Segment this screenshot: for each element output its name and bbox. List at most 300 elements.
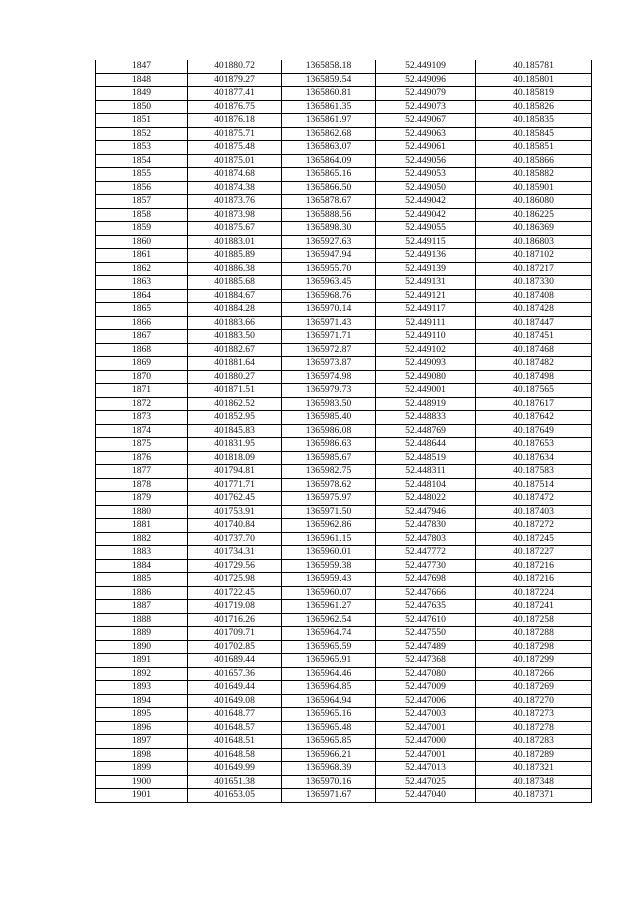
longitude-cell: 52.448104	[376, 478, 476, 492]
latitude-cell: 40.187321	[476, 762, 592, 776]
easting-cell: 401649.99	[188, 762, 282, 776]
northing-cell: 1365965.48	[282, 721, 376, 735]
table-row	[96, 357, 592, 371]
longitude-cell: 52.447006	[376, 694, 476, 708]
easting-cell: 401875.01	[188, 154, 282, 168]
northing-cell: 1365965.59	[282, 640, 376, 654]
northing-cell: 1365964.46	[282, 667, 376, 681]
point-number-cell: 1893	[96, 681, 188, 695]
longitude-cell: 52.447040	[376, 789, 476, 803]
table-row	[96, 289, 592, 303]
northing-cell: 1365971.43	[282, 316, 376, 330]
easting-cell: 401734.31	[188, 546, 282, 560]
longitude-cell: 52.447001	[376, 721, 476, 735]
latitude-cell: 40.187348	[476, 775, 592, 789]
northing-cell: 1365963.45	[282, 276, 376, 290]
northing-cell: 1365960.01	[282, 546, 376, 560]
longitude-cell: 52.449001	[376, 384, 476, 398]
table-row	[96, 681, 592, 695]
point-number-cell: 1858	[96, 208, 188, 222]
table-row	[96, 559, 592, 573]
easting-cell: 401653.05	[188, 789, 282, 803]
point-number-cell: 1872	[96, 397, 188, 411]
northing-cell: 1365861.97	[282, 114, 376, 128]
table-row	[96, 397, 592, 411]
easting-cell: 401831.95	[188, 438, 282, 452]
northing-cell: 1365974.98	[282, 370, 376, 384]
point-number-cell: 1864	[96, 289, 188, 303]
easting-cell: 401880.27	[188, 370, 282, 384]
coordinate-table-body	[96, 60, 592, 802]
northing-cell: 1365985.67	[282, 451, 376, 465]
latitude-cell: 40.187447	[476, 316, 592, 330]
latitude-cell: 40.187272	[476, 519, 592, 533]
northing-cell: 1365965.16	[282, 708, 376, 722]
northing-cell: 1365961.15	[282, 532, 376, 546]
point-number-cell: 1891	[96, 654, 188, 668]
point-number-cell: 1895	[96, 708, 188, 722]
easting-cell: 401885.89	[188, 249, 282, 263]
longitude-cell: 52.447946	[376, 505, 476, 519]
point-number-cell: 1886	[96, 586, 188, 600]
longitude-cell: 52.447666	[376, 586, 476, 600]
table-row	[96, 654, 592, 668]
table-row	[96, 343, 592, 357]
northing-cell: 1365927.63	[282, 235, 376, 249]
table-row	[96, 546, 592, 560]
northing-cell: 1365860.81	[282, 87, 376, 101]
easting-cell: 401876.18	[188, 114, 282, 128]
latitude-cell: 40.187649	[476, 424, 592, 438]
longitude-cell: 52.449063	[376, 127, 476, 141]
point-number-cell: 1862	[96, 262, 188, 276]
table-row	[96, 667, 592, 681]
coordinate-table	[95, 60, 592, 803]
table-row	[96, 465, 592, 479]
northing-cell: 1365960.07	[282, 586, 376, 600]
table-row	[96, 519, 592, 533]
point-number-cell: 1848	[96, 73, 188, 87]
longitude-cell: 52.447001	[376, 748, 476, 762]
table-row	[96, 708, 592, 722]
longitude-cell: 52.448519	[376, 451, 476, 465]
latitude-cell: 40.187330	[476, 276, 592, 290]
table-row	[96, 748, 592, 762]
easting-cell: 401649.44	[188, 681, 282, 695]
longitude-cell: 52.449073	[376, 100, 476, 114]
table-row	[96, 330, 592, 344]
point-number-cell: 1896	[96, 721, 188, 735]
longitude-cell: 52.447635	[376, 600, 476, 614]
latitude-cell: 40.187278	[476, 721, 592, 735]
table-row	[96, 532, 592, 546]
easting-cell: 401648.51	[188, 735, 282, 749]
easting-cell: 401651.38	[188, 775, 282, 789]
point-number-cell: 1888	[96, 613, 188, 627]
table-row	[96, 235, 592, 249]
table-row	[96, 424, 592, 438]
latitude-cell: 40.187428	[476, 303, 592, 317]
northing-cell: 1365866.50	[282, 181, 376, 195]
table-row	[96, 789, 592, 803]
northing-cell: 1365971.71	[282, 330, 376, 344]
longitude-cell: 52.449056	[376, 154, 476, 168]
point-number-cell: 1880	[96, 505, 188, 519]
easting-cell: 401875.48	[188, 141, 282, 155]
latitude-cell: 40.187273	[476, 708, 592, 722]
point-number-cell: 1868	[96, 343, 188, 357]
longitude-cell: 52.447368	[376, 654, 476, 668]
longitude-cell: 52.447698	[376, 573, 476, 587]
latitude-cell: 40.187472	[476, 492, 592, 506]
northing-cell: 1365962.86	[282, 519, 376, 533]
point-number-cell: 1854	[96, 154, 188, 168]
point-number-cell: 1865	[96, 303, 188, 317]
table-row	[96, 141, 592, 155]
longitude-cell: 52.449042	[376, 208, 476, 222]
table-row	[96, 87, 592, 101]
easting-cell: 401725.98	[188, 573, 282, 587]
point-number-cell: 1881	[96, 519, 188, 533]
table-row	[96, 370, 592, 384]
point-number-cell: 1856	[96, 181, 188, 195]
easting-cell: 401885.68	[188, 276, 282, 290]
point-number-cell: 1875	[96, 438, 188, 452]
point-number-cell: 1847	[96, 60, 188, 73]
latitude-cell: 40.187241	[476, 600, 592, 614]
longitude-cell: 52.449093	[376, 357, 476, 371]
table-row	[96, 276, 592, 290]
latitude-cell: 40.185845	[476, 127, 592, 141]
northing-cell: 1365888.56	[282, 208, 376, 222]
point-number-cell: 1874	[96, 424, 188, 438]
northing-cell: 1365858.18	[282, 60, 376, 73]
point-number-cell: 1863	[96, 276, 188, 290]
easting-cell: 401818.09	[188, 451, 282, 465]
latitude-cell: 40.187403	[476, 505, 592, 519]
table-row	[96, 181, 592, 195]
longitude-cell: 52.447080	[376, 667, 476, 681]
northing-cell: 1365985.40	[282, 411, 376, 425]
northing-cell: 1365975.97	[282, 492, 376, 506]
northing-cell: 1365863.07	[282, 141, 376, 155]
longitude-cell: 52.447013	[376, 762, 476, 776]
longitude-cell: 52.449109	[376, 60, 476, 73]
easting-cell: 401875.71	[188, 127, 282, 141]
latitude-cell: 40.187245	[476, 532, 592, 546]
table-row	[96, 762, 592, 776]
table-row	[96, 694, 592, 708]
longitude-cell: 52.447772	[376, 546, 476, 560]
northing-cell: 1365971.50	[282, 505, 376, 519]
longitude-cell: 52.449050	[376, 181, 476, 195]
easting-cell: 401876.75	[188, 100, 282, 114]
longitude-cell: 52.449055	[376, 222, 476, 236]
latitude-cell: 40.187653	[476, 438, 592, 452]
table-row	[96, 73, 592, 87]
northing-cell: 1365959.38	[282, 559, 376, 573]
point-number-cell: 1884	[96, 559, 188, 573]
table-row	[96, 154, 592, 168]
easting-cell: 401716.26	[188, 613, 282, 627]
point-number-cell: 1870	[96, 370, 188, 384]
latitude-cell: 40.187408	[476, 289, 592, 303]
northing-cell: 1365959.43	[282, 573, 376, 587]
northing-cell: 1365978.62	[282, 478, 376, 492]
point-number-cell: 1894	[96, 694, 188, 708]
longitude-cell: 52.448644	[376, 438, 476, 452]
easting-cell: 401873.76	[188, 195, 282, 209]
table-row	[96, 478, 592, 492]
easting-cell: 401882.67	[188, 343, 282, 357]
point-number-cell: 1878	[96, 478, 188, 492]
latitude-cell: 40.187258	[476, 613, 592, 627]
northing-cell: 1365979.73	[282, 384, 376, 398]
longitude-cell: 52.447803	[376, 532, 476, 546]
point-number-cell: 1889	[96, 627, 188, 641]
point-number-cell: 1859	[96, 222, 188, 236]
latitude-cell: 40.185801	[476, 73, 592, 87]
table-row	[96, 114, 592, 128]
table-row	[96, 411, 592, 425]
table-row	[96, 505, 592, 519]
northing-cell: 1365970.16	[282, 775, 376, 789]
northing-cell: 1365968.76	[282, 289, 376, 303]
point-number-cell: 1850	[96, 100, 188, 114]
latitude-cell: 40.187299	[476, 654, 592, 668]
latitude-cell: 40.185901	[476, 181, 592, 195]
table-row	[96, 316, 592, 330]
northing-cell: 1365878.67	[282, 195, 376, 209]
point-number-cell: 1853	[96, 141, 188, 155]
easting-cell: 401877.41	[188, 87, 282, 101]
latitude-cell: 40.187514	[476, 478, 592, 492]
easting-cell: 401873.98	[188, 208, 282, 222]
easting-cell: 401689.44	[188, 654, 282, 668]
point-number-cell: 1855	[96, 168, 188, 182]
point-number-cell: 1873	[96, 411, 188, 425]
longitude-cell: 52.449117	[376, 303, 476, 317]
table-row	[96, 100, 592, 114]
easting-cell: 401883.66	[188, 316, 282, 330]
northing-cell: 1365961.27	[282, 600, 376, 614]
longitude-cell: 52.447003	[376, 708, 476, 722]
point-number-cell: 1877	[96, 465, 188, 479]
northing-cell: 1365965.85	[282, 735, 376, 749]
longitude-cell: 52.447610	[376, 613, 476, 627]
latitude-cell: 40.187266	[476, 667, 592, 681]
longitude-cell: 52.449131	[376, 276, 476, 290]
longitude-cell: 52.449067	[376, 114, 476, 128]
northing-cell: 1365964.85	[282, 681, 376, 695]
latitude-cell: 40.187583	[476, 465, 592, 479]
longitude-cell: 52.449061	[376, 141, 476, 155]
latitude-cell: 40.187269	[476, 681, 592, 695]
point-number-cell: 1897	[96, 735, 188, 749]
table-row	[96, 222, 592, 236]
longitude-cell: 52.447550	[376, 627, 476, 641]
point-number-cell: 1851	[96, 114, 188, 128]
latitude-cell: 40.185819	[476, 87, 592, 101]
latitude-cell: 40.186225	[476, 208, 592, 222]
easting-cell: 401722.45	[188, 586, 282, 600]
point-number-cell: 1869	[96, 357, 188, 371]
easting-cell: 401740.84	[188, 519, 282, 533]
easting-cell: 401719.08	[188, 600, 282, 614]
point-number-cell: 1876	[96, 451, 188, 465]
latitude-cell: 40.187468	[476, 343, 592, 357]
northing-cell: 1365864.09	[282, 154, 376, 168]
northing-cell: 1365986.08	[282, 424, 376, 438]
easting-cell: 401881.64	[188, 357, 282, 371]
table-row	[96, 60, 592, 73]
point-number-cell: 1901	[96, 789, 188, 803]
northing-cell: 1365947.94	[282, 249, 376, 263]
point-number-cell: 1900	[96, 775, 188, 789]
northing-cell: 1365983.50	[282, 397, 376, 411]
table-row	[96, 168, 592, 182]
easting-cell: 401875.67	[188, 222, 282, 236]
easting-cell: 401845.83	[188, 424, 282, 438]
point-number-cell: 1861	[96, 249, 188, 263]
northing-cell: 1365865.16	[282, 168, 376, 182]
table-row	[96, 735, 592, 749]
table-row	[96, 492, 592, 506]
point-number-cell: 1885	[96, 573, 188, 587]
table-row	[96, 573, 592, 587]
table-row	[96, 600, 592, 614]
table-row	[96, 384, 592, 398]
latitude-cell: 40.187498	[476, 370, 592, 384]
latitude-cell: 40.187270	[476, 694, 592, 708]
northing-cell: 1365859.54	[282, 73, 376, 87]
longitude-cell: 52.449053	[376, 168, 476, 182]
longitude-cell: 52.447000	[376, 735, 476, 749]
latitude-cell: 40.187288	[476, 627, 592, 641]
easting-cell: 401657.36	[188, 667, 282, 681]
easting-cell: 401649.08	[188, 694, 282, 708]
latitude-cell: 40.186080	[476, 195, 592, 209]
longitude-cell: 52.448022	[376, 492, 476, 506]
longitude-cell: 52.449115	[376, 235, 476, 249]
easting-cell: 401852.95	[188, 411, 282, 425]
easting-cell: 401794.81	[188, 465, 282, 479]
latitude-cell: 40.185866	[476, 154, 592, 168]
longitude-cell: 52.447830	[376, 519, 476, 533]
easting-cell: 401871.51	[188, 384, 282, 398]
latitude-cell: 40.187642	[476, 411, 592, 425]
northing-cell: 1365964.94	[282, 694, 376, 708]
point-number-cell: 1890	[96, 640, 188, 654]
easting-cell: 401648.57	[188, 721, 282, 735]
latitude-cell: 40.187371	[476, 789, 592, 803]
latitude-cell: 40.187216	[476, 573, 592, 587]
northing-cell: 1365964.74	[282, 627, 376, 641]
easting-cell: 401884.67	[188, 289, 282, 303]
easting-cell: 401762.45	[188, 492, 282, 506]
point-number-cell: 1899	[96, 762, 188, 776]
latitude-cell: 40.187227	[476, 546, 592, 560]
latitude-cell: 40.185882	[476, 168, 592, 182]
table-row	[96, 127, 592, 141]
northing-cell: 1365971.67	[282, 789, 376, 803]
longitude-cell: 52.449080	[376, 370, 476, 384]
easting-cell: 401862.52	[188, 397, 282, 411]
latitude-cell: 40.187298	[476, 640, 592, 654]
easting-cell: 401879.27	[188, 73, 282, 87]
table-row	[96, 195, 592, 209]
northing-cell: 1365982.75	[282, 465, 376, 479]
longitude-cell: 52.449139	[376, 262, 476, 276]
easting-cell: 401771.71	[188, 478, 282, 492]
longitude-cell: 52.449110	[376, 330, 476, 344]
table-row	[96, 249, 592, 263]
northing-cell: 1365898.30	[282, 222, 376, 236]
longitude-cell: 52.449102	[376, 343, 476, 357]
easting-cell: 401648.77	[188, 708, 282, 722]
latitude-cell: 40.187283	[476, 735, 592, 749]
point-number-cell: 1898	[96, 748, 188, 762]
easting-cell: 401709.71	[188, 627, 282, 641]
longitude-cell: 52.448769	[376, 424, 476, 438]
table-row	[96, 721, 592, 735]
longitude-cell: 52.448311	[376, 465, 476, 479]
easting-cell: 401702.85	[188, 640, 282, 654]
latitude-cell: 40.187217	[476, 262, 592, 276]
point-number-cell: 1879	[96, 492, 188, 506]
table-row	[96, 640, 592, 654]
table-row	[96, 262, 592, 276]
longitude-cell: 52.449079	[376, 87, 476, 101]
longitude-cell: 52.448919	[376, 397, 476, 411]
latitude-cell: 40.187482	[476, 357, 592, 371]
easting-cell: 401648.58	[188, 748, 282, 762]
longitude-cell: 52.447730	[376, 559, 476, 573]
northing-cell: 1365965.91	[282, 654, 376, 668]
table-row	[96, 303, 592, 317]
point-number-cell: 1857	[96, 195, 188, 209]
easting-cell: 401874.68	[188, 168, 282, 182]
easting-cell: 401886.38	[188, 262, 282, 276]
northing-cell: 1365862.68	[282, 127, 376, 141]
easting-cell: 401729.56	[188, 559, 282, 573]
easting-cell: 401874.38	[188, 181, 282, 195]
point-number-cell: 1866	[96, 316, 188, 330]
latitude-cell: 40.185781	[476, 60, 592, 73]
latitude-cell: 40.185835	[476, 114, 592, 128]
northing-cell: 1365966.21	[282, 748, 376, 762]
table-row	[96, 627, 592, 641]
latitude-cell: 40.186803	[476, 235, 592, 249]
point-number-cell: 1892	[96, 667, 188, 681]
latitude-cell: 40.186369	[476, 222, 592, 236]
longitude-cell: 52.447489	[376, 640, 476, 654]
latitude-cell: 40.187216	[476, 559, 592, 573]
table-row	[96, 613, 592, 627]
table-row	[96, 208, 592, 222]
latitude-cell: 40.187634	[476, 451, 592, 465]
latitude-cell: 40.187565	[476, 384, 592, 398]
northing-cell: 1365970.14	[282, 303, 376, 317]
longitude-cell: 52.447025	[376, 775, 476, 789]
easting-cell: 401883.01	[188, 235, 282, 249]
northing-cell: 1365955.70	[282, 262, 376, 276]
latitude-cell: 40.185851	[476, 141, 592, 155]
point-number-cell: 1871	[96, 384, 188, 398]
point-number-cell: 1883	[96, 546, 188, 560]
longitude-cell: 52.447009	[376, 681, 476, 695]
point-number-cell: 1852	[96, 127, 188, 141]
